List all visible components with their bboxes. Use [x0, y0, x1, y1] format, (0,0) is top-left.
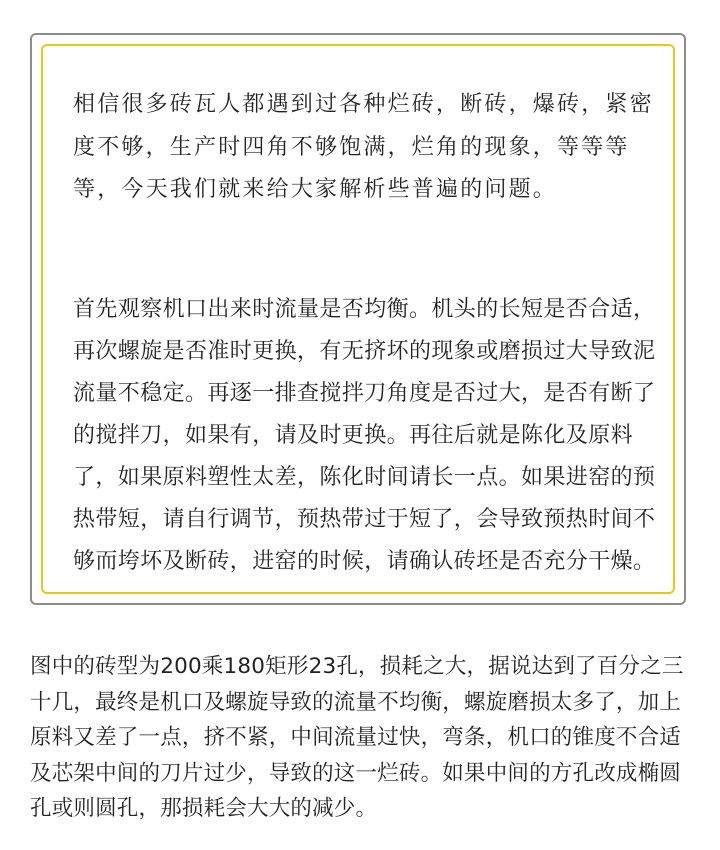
card-paragraph-intro: 相信很多砖瓦人都遇到过各种烂砖，断砖，爆砖，紧密度不够，生产时四角不够饱满，烂角的现象，等等等等，今天我们就来给大家解析些普遍的问题。	[73, 92, 654, 202]
article-card-inner-frame	[41, 44, 675, 594]
article-card	[30, 33, 686, 605]
body-paragraph-analysis: 图中的砖型为200乘180矩形23孔，损耗之大，据说达到了百分之三十几，最终是机口及螺旋导致的流量不均衡，螺旋磨损太多了，加上原料又差了一点，挤不紧，中间流量过快，弯条，机口的锥度不合适及芯架中间的刀片过少，导致的这一烂砖。如果中间的方孔改成椭圆孔或则圆孔，那损耗会大大的减少。	[30, 654, 684, 821]
card-paragraph-inspection: 首先观察机口出来时流量是否均衡。机头的长短是否合适，再次螺旋是否准时更换，有无挤坏的现象或磨损过大导致泥流量不稳定。再逐一排查搅拌刀角度是否过大，是否有断了的搅拌刀，如果有，请及时更换。再往后就是陈化及原料了，如果原料塑性太差，陈化时间请长一点。如果进窑的预热带短，请自行调节，预热带过于短了，会导致预热时间不够而垮坏及断砖，进窑的时候，请确认砖坯是否充分干燥。	[73, 297, 656, 574]
